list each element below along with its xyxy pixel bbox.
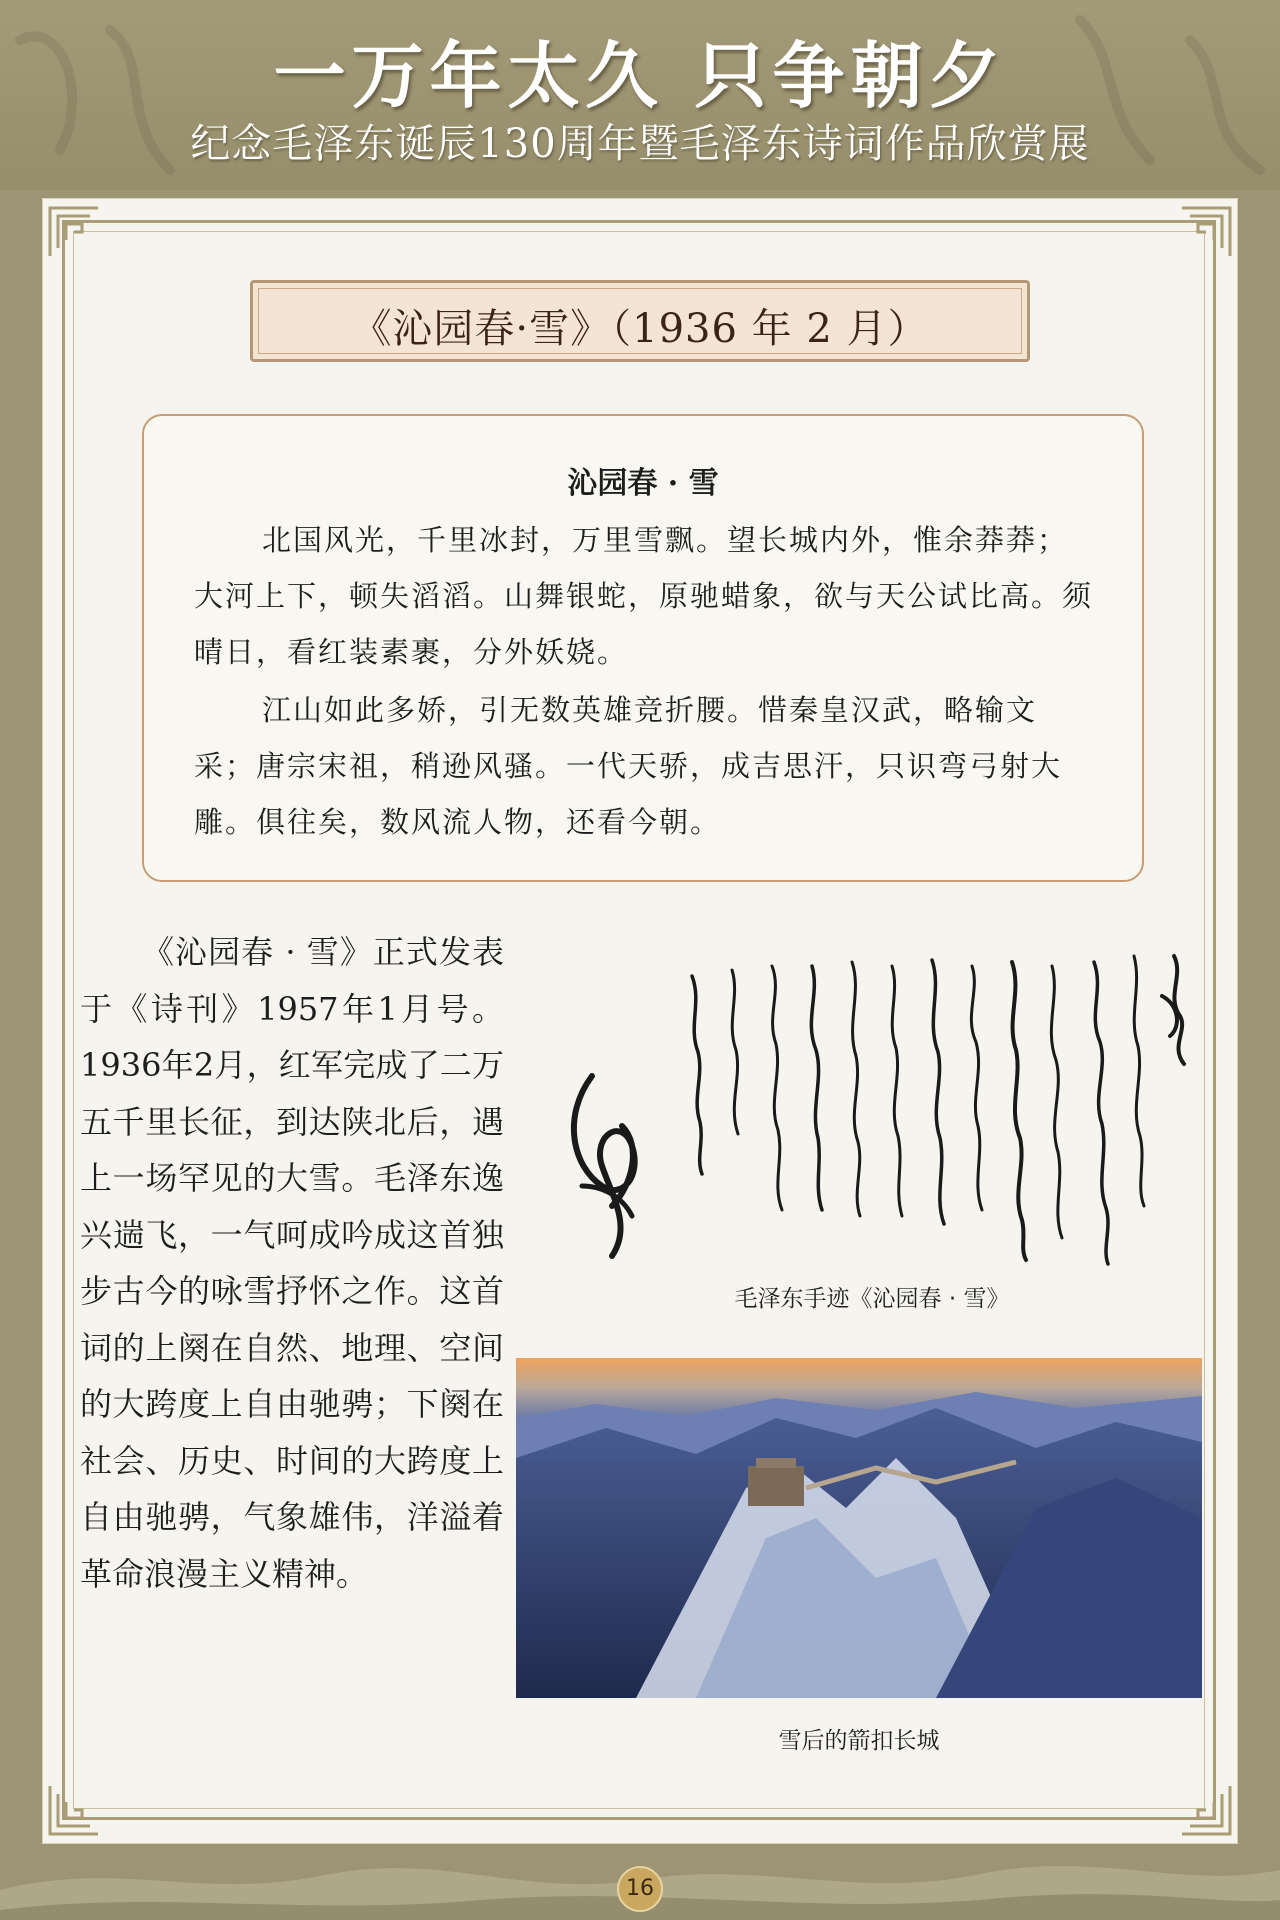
page-number-badge: 16 xyxy=(617,1866,663,1912)
poem-stanza-2: 江山如此多娇，引无数英雄竞折腰。惜秦皇汉武，略输文采；唐宗宋祖，稍逊风骚。一代天骄，成吉思汗，只识弯弓射大雕。俱往矣，数风流人物，还看今朝。 xyxy=(194,693,1063,839)
calligraphy-caption: 毛泽东手迹《沁园春 · 雪》 xyxy=(734,1286,1010,1312)
commentary-text: 《沁园春 · 雪》正式发表于《诗刊》1957年1月号。1936年2月，红军完成了二万五千里长征，到达陕北后，遇上一场罕见的大雪。毛泽东逸兴遄飞，一气呵成吟成这首独步古今的咏雪抒怀之作。这首词的上阕在自然、地理、空间的大跨度上自由驰骋；下阕在社会、历史、时间的大跨度上自由驰骋，气象雄伟，洋溢着革命浪漫主义精神。 xyxy=(80,933,504,1593)
poem-stanza-1: 北国风光，千里冰封，万里雪飘。望长城内外，惟余莽莽；大河上下，顿失滔滔。山舞银蛇，原驰蜡象，欲与天公试比高。须晴日，看红装素裹，分外妖娆。 xyxy=(194,523,1094,669)
header-band xyxy=(0,0,1280,190)
poem-box xyxy=(142,414,1144,882)
mountain-snow-illustration xyxy=(516,1358,1202,1698)
great-wall-photo xyxy=(516,1358,1202,1698)
poem-title-banner xyxy=(250,280,1030,362)
paper-panel xyxy=(42,198,1238,1844)
corner-ornament-icon xyxy=(1178,204,1234,260)
poem-heading: 沁园春 · 雪 xyxy=(567,466,719,501)
poem-title: 《沁园春·雪》（1936 年 2 月） xyxy=(351,306,929,352)
sub-title: 纪念毛泽东诞辰130周年暨毛泽东诗词作品欣赏展 xyxy=(190,121,1090,167)
main-title: 一万年太久 只争朝夕 xyxy=(273,33,1007,118)
corner-ornament-icon xyxy=(46,204,102,260)
photo-caption: 雪后的箭扣长城 xyxy=(778,1728,940,1754)
